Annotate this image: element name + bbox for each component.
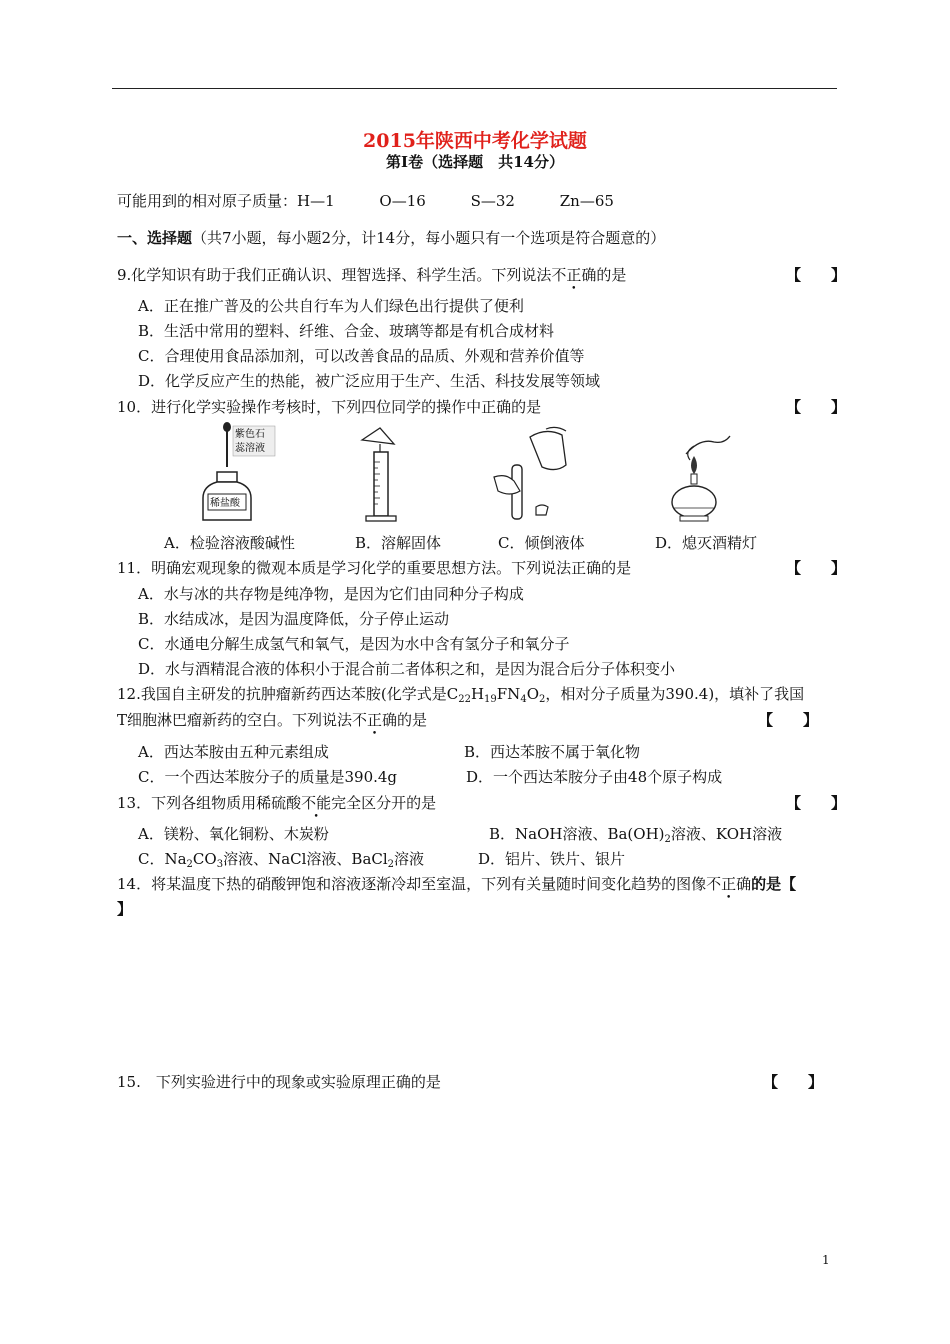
q10-label-dropper-1: 紫色石: [235, 429, 265, 440]
q11-option-a: A．水与冰的共存物是纯净物，是因为它们由同种分子构成: [138, 585, 524, 603]
q14-stem-end: 的是【: [751, 875, 797, 893]
section-title: 一、选择题: [117, 229, 193, 247]
section-note: （共7小题，每小题2分，计14分，每小题只有一个选项是符合题意的）: [192, 229, 666, 247]
q13-stem: [117, 792, 436, 813]
q10-option-d: D．熄灭酒精灯: [655, 534, 758, 552]
q12-option-b: B．西达苯胺不属于氧化物: [464, 743, 641, 761]
q10-stem: 10．进行化学实验操作考核时，下列四位同学的操作中正确的是: [117, 398, 542, 416]
q12-stem-text: 12.我国自主研发的抗肿瘤新药西达苯胺(化学式是: [117, 685, 447, 703]
q10-label-dropper-2: 蕊溶液: [235, 443, 265, 454]
q9-option-d: D．化学反应产生的热能，被广泛应用于生产、生活、科技发展等领域: [138, 372, 601, 390]
q12-option-a: A．西达苯胺由五种元素组成: [138, 743, 329, 761]
q9-stem: [117, 264, 626, 285]
q10-option-a: A．检验溶液酸碱性: [164, 534, 295, 552]
q10-figure-c: [486, 425, 581, 525]
q9-option-a: A．正在推广普及的公共自行车为人们绿色出行提供了便利: [138, 297, 524, 315]
q12-emph: 不正确: [352, 711, 398, 729]
q13-option-c: C．$Na_2CO_3$溶液、NaCl溶液、BaCl$_2$溶液: [138, 850, 425, 870]
atomic-mass-o: O—16: [379, 192, 426, 210]
q12-stem-line2: [117, 709, 427, 730]
q11-option-c: C．水通电分解生成氢气和氧气，是因为水中含有氢分子和氧分子: [138, 635, 570, 653]
atomic-mass-s: S—32: [470, 192, 515, 210]
q14-stem: [117, 873, 796, 894]
q13-stem-end: 完全区分开的是: [331, 794, 437, 812]
q13-option-a: A．镁粉、氧化铜粉、木炭粉: [138, 825, 329, 843]
q12-line2-text: T细胞淋巴瘤新药的空白。下列说法: [117, 711, 353, 729]
q13-option-b: B．NaOH溶液、$Ba(OH)_2$溶液、KOH溶液: [489, 825, 783, 845]
q12-answer-bracket[interactable]: 【 】: [758, 711, 819, 729]
q14-emph: 不正确: [706, 875, 752, 893]
q9-stem-end: 的是: [596, 266, 627, 284]
header-rule: [112, 88, 837, 89]
q13-answer-bracket[interactable]: 【 】: [786, 794, 847, 812]
q9-emph: 不正确: [551, 266, 597, 284]
q9-answer-bracket[interactable]: 【 】: [786, 266, 847, 284]
q13-option-d: D．铝片、铁片、银片: [478, 850, 626, 868]
section-heading: [117, 227, 665, 248]
q12-line2-end: 的是: [397, 711, 428, 729]
page-subtitle: 第Ⅰ卷（选择题 共14分）: [386, 153, 564, 171]
q11-stem: 11．明确宏观现象的微观本质是学习化学的重要思想方法。下列说法正确的是: [117, 559, 632, 577]
q14-chart-d: [648, 925, 798, 1065]
q12-stem: [117, 683, 804, 705]
q12-option-d: D．一个西达苯胺分子由48个原子构成: [466, 768, 723, 786]
atomic-mass-zn: Zn—65: [559, 192, 614, 210]
q10-answer-bracket[interactable]: 【 】: [786, 398, 847, 416]
atomic-mass-label: 可能用到的相对原子质量：: [117, 192, 298, 210]
q10-figure-a: [195, 422, 285, 524]
q15-stem: 15. 下列实验进行中的现象或实验原理正确的是: [117, 1073, 441, 1091]
q12-option-c: C．一个西达苯胺分子的质量是390.4g: [138, 768, 398, 786]
q14-stem-text: 14．将某温度下热的硝酸钾饱和溶液逐渐冷却至室温，下列有关量随时间变化趋势的图像: [117, 875, 707, 893]
q12-formula: $C_{22}H_{19}FN_4O_2$: [446, 685, 546, 705]
q14-bracket-close[interactable]: 】: [117, 900, 133, 918]
q10-figure-d: [664, 430, 744, 524]
q9-option-c: C．合理使用食品添加剂，可以改善食品的品质、外观和营养价值等: [138, 347, 585, 365]
q14-chart-c: [490, 925, 630, 1065]
page-title: 2015年陕西中考化学试题: [363, 130, 587, 152]
q9-stem-text: 9.化学知识有助于我们正确认识、理智选择、科学生活。下列说法: [117, 266, 552, 284]
q13-stem-text: 13．下列各组物质用稀硫酸: [117, 794, 302, 812]
q10-figure-b: [350, 422, 410, 524]
q13-emph: 不能: [301, 794, 332, 812]
q10-option-b: B．溶解固体: [355, 534, 442, 552]
q10-option-c: C．倾倒液体: [498, 534, 585, 552]
q9-option-b: B．生活中常用的塑料、纤维、合金、玻璃等都是有机合成材料: [138, 322, 555, 340]
page-number: 1: [822, 1253, 830, 1267]
q14-chart-b: [310, 925, 460, 1065]
q12-stem-end: ，相对分子质量为390.4)，填补了我国: [545, 685, 805, 703]
q15-answer-bracket[interactable]: 【 】: [763, 1073, 824, 1091]
atomic-mass-h: H—1: [297, 192, 335, 210]
q10-label-bottle: 稀盐酸: [210, 498, 240, 509]
q11-option-b: B．水结成冰，是因为温度降低，分子停止运动: [138, 610, 450, 628]
q11-option-d: D．水与酒精混合液的体积小于混合前二者体积之和，是因为混合后分子体积变小: [138, 660, 676, 678]
q14-chart-a: [155, 925, 285, 1065]
atomic-mass-line: [117, 190, 614, 211]
q11-answer-bracket[interactable]: 【 】: [786, 559, 847, 577]
